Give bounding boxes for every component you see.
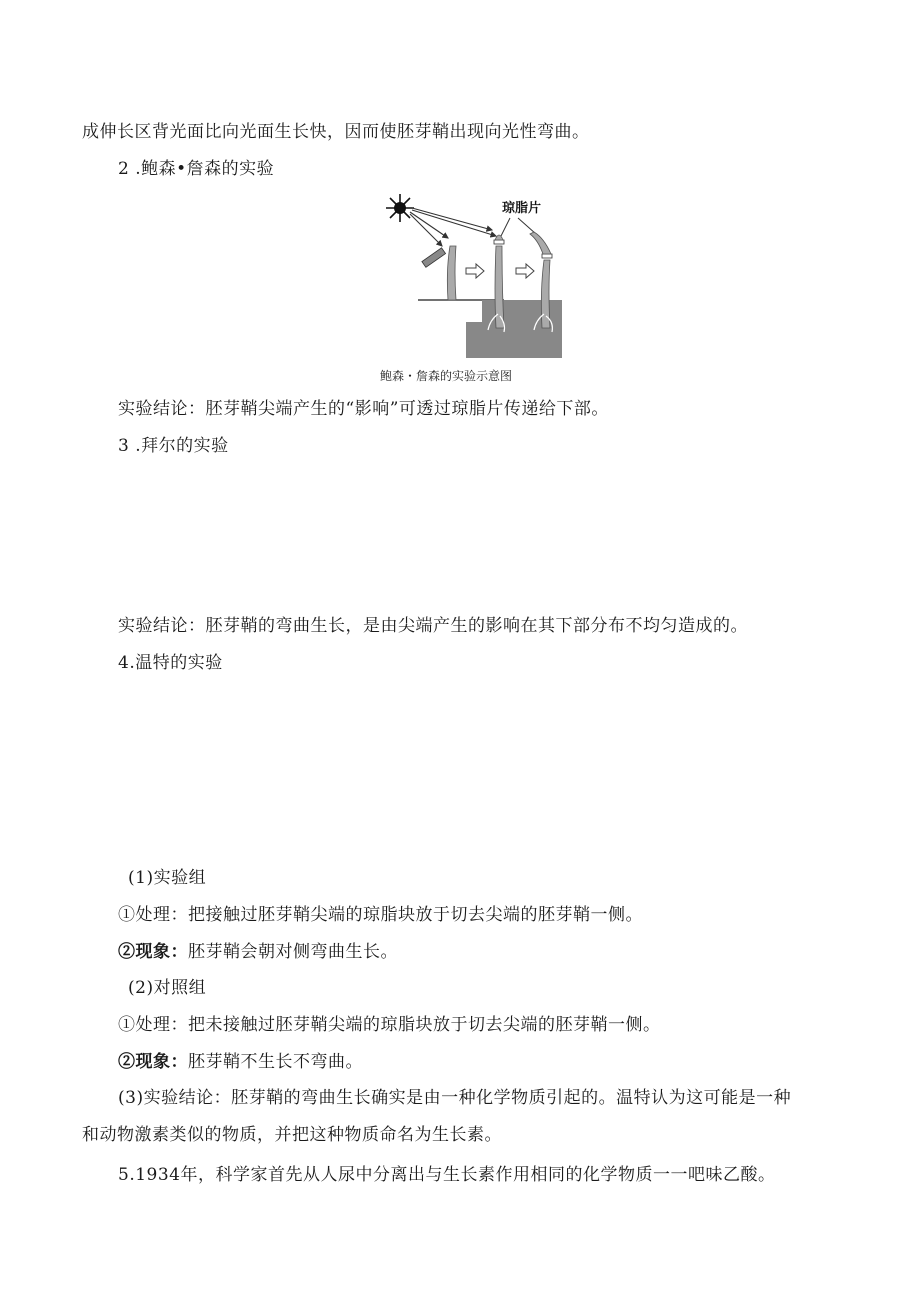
light-rays (410, 208, 496, 246)
experimental-phenomenon (118, 940, 398, 964)
phenomenon-text: 胚芽鞘不生长不弯曲。 (188, 1052, 363, 1072)
stage-arrow-2 (516, 264, 534, 278)
phenomenon-label: ②现象： (118, 942, 188, 962)
control-group-heading: (2)对照组 (128, 978, 207, 998)
heading-boysen-jensen: 2 .鲍森•詹森的实验 (118, 159, 275, 179)
went-conclusion-line-1: (3)实验结论：胚芽鞘的弯曲生长确实是由一种化学物质引起的。温特认为这可能是一种 (118, 1088, 792, 1108)
phenomenon-text: 胚芽鞘会朝对侧弯曲生长。 (188, 942, 398, 962)
label-pointer-2 (518, 218, 536, 234)
phenomenon-label: ②现象： (118, 1052, 188, 1072)
treatment-label: ①处理： (118, 1015, 188, 1035)
sun-icon (386, 194, 414, 222)
figure-caption: 鲍森・詹森的实验示意图 (380, 369, 513, 383)
control-phenomenon (118, 1050, 363, 1074)
treatment-label: ①处理： (118, 905, 188, 925)
paragraph-iaa-discovery: 5.1934年，科学家首先从人尿中分离出与生长素作用相同的化学物质一一吧味乙酸。 (118, 1165, 776, 1185)
control-treatment (118, 1013, 661, 1037)
seedling-cut (422, 246, 456, 300)
experimental-group-heading: (1)实验组 (128, 868, 207, 888)
paragraph-phototropism: 成伸长区背光面比向光面生长快，因而使胚芽鞘出现向光性弯曲。 (82, 122, 590, 142)
heading-went: 4.温特的实验 (118, 653, 223, 673)
boysen-jensen-diagram (384, 190, 574, 362)
agar-sheet-label: 琼脂片 (502, 201, 542, 216)
label-pointer-1 (500, 218, 510, 238)
went-conclusion-line-2: 和动物激素类似的物质，并把这种物质命名为生长素。 (82, 1125, 502, 1145)
heading-paal: 3 .拜尔的实验 (118, 436, 229, 456)
stage-arrow-1 (466, 264, 484, 278)
conclusion-paal: 实验结论：胚芽鞘的弯曲生长，是由尖端产生的影响在其下部分布不均匀造成的。 (118, 616, 748, 636)
conclusion-boysen-jensen: 实验结论：胚芽鞘尖端产生的“影响”可透过琼脂片传递给下部。 (118, 399, 609, 419)
treatment-text: 把接触过胚芽鞘尖端的琼脂块放于切去尖端的胚芽鞘一侧。 (188, 905, 643, 925)
treatment-text: 把未接触过胚芽鞘尖端的琼脂块放于切去尖端的胚芽鞘一侧。 (188, 1015, 661, 1035)
experimental-treatment (118, 903, 643, 927)
